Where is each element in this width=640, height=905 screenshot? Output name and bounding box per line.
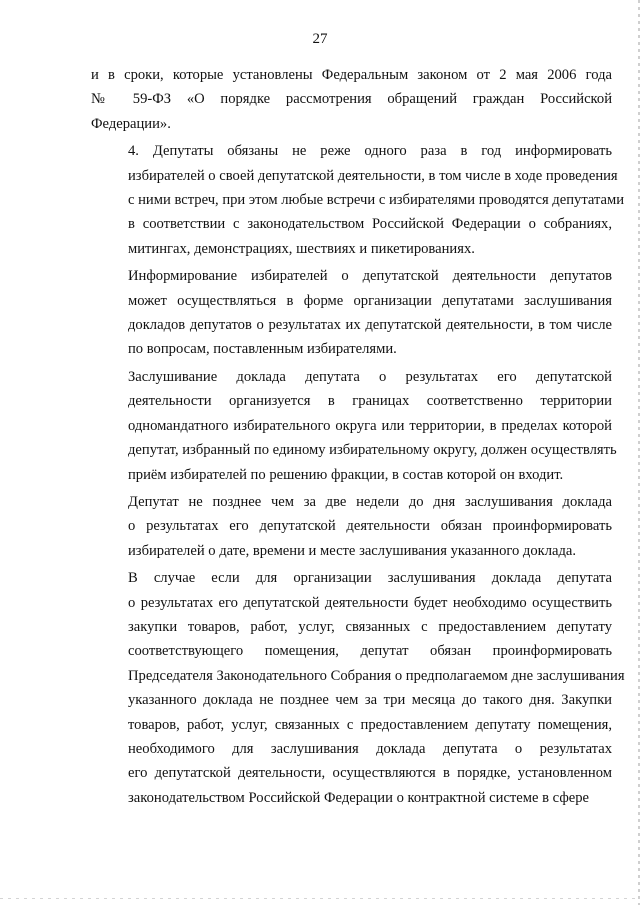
text-line: и в сроки, которые установлены Федеральным законом от 2 мая 2006 года — [91, 67, 612, 83]
text-line: товаров, работ, услуг, связанных с предоставлением депутату помещения, — [128, 716, 612, 733]
text-line: депутат, избранный по единому избирательному округу, должен осуществлять — [128, 442, 617, 459]
paragraph — [91, 264, 612, 362]
text-line: Председателя Законодательного Собрания о предполагаемом дне заслушивания — [128, 667, 625, 684]
document-body — [91, 63, 625, 810]
text-line: законодательством Российской Федерации о контрактной системе в сфере — [128, 789, 590, 806]
paragraph — [91, 63, 612, 136]
text-line: приём избирателей по решению фракции, в состав которой он входит. — [128, 466, 564, 483]
text-line: В случае если для организации заслушивания доклада депутата — [128, 570, 612, 587]
text-line: соответствующего помещения, депутат обязан проинформировать — [128, 643, 612, 660]
text-line: закупки товаров, работ, услуг, связанных с предоставлением депутату — [128, 618, 612, 635]
text-line: избирателей о своей депутатской деятельности, в том числе в ходе проведения — [128, 167, 618, 184]
text-line: необходимого для заслушивания доклада депутата о результатах — [128, 740, 612, 757]
text-line: Федерации». — [91, 115, 171, 132]
text-line: о результатах его депутатской деятельности обязан проинформировать — [128, 518, 612, 535]
text-line: докладов депутатов о результатах их депутатской деятельности, в том числе — [128, 317, 612, 334]
text-line: митингах, демонстрациях, шествиях и пикетированиях. — [128, 240, 475, 257]
text-line: в соответствии с законодательством Российской Федерации о собраниях, — [128, 216, 612, 233]
text-line: одномандатного избирательного округа или территории, в пределах которой — [128, 417, 612, 434]
text-line: 4. Депутаты обязаны не реже одного раза в год информировать — [128, 143, 612, 160]
text-line: Заслушивание доклада депутата о результатах его депутатской — [128, 368, 612, 385]
text-line: деятельности организуется в границах соответственно территории — [128, 393, 612, 410]
scan-bottom-artifact — [0, 898, 640, 899]
paragraph — [91, 365, 617, 487]
paragraph — [91, 139, 625, 261]
page-number: 27 — [312, 31, 328, 47]
text-line: о результатах его депутатской деятельности будет необходимо осуществить — [128, 594, 612, 611]
text-line: его депутатской деятельности, осуществляются в порядке, установленном — [128, 765, 612, 782]
text-line: № 59-ФЗ «О порядке рассмотрения обращений граждан Российской — [91, 91, 612, 108]
text-line: Информирование избирателей о депутатской деятельности депутатов — [128, 268, 612, 285]
paragraph — [91, 566, 625, 810]
text-line: указанного доклада не позднее чем за три месяца до такого дня. Закупки — [128, 692, 612, 709]
text-line: с ними встреч, при этом любые встречи с избирателями проводятся депутатами — [128, 192, 625, 209]
text-line: может осуществляться в форме организации депутатами заслушивания — [128, 292, 612, 309]
text-line: по вопросам, поставленным избирателями. — [128, 341, 397, 358]
text-line: Депутат не позднее чем за две недели до дня заслушивания доклада — [128, 493, 612, 510]
paragraph — [91, 490, 612, 563]
text-line: избирателей о дате, времени и месте заслушивания указанного доклада. — [128, 542, 577, 559]
